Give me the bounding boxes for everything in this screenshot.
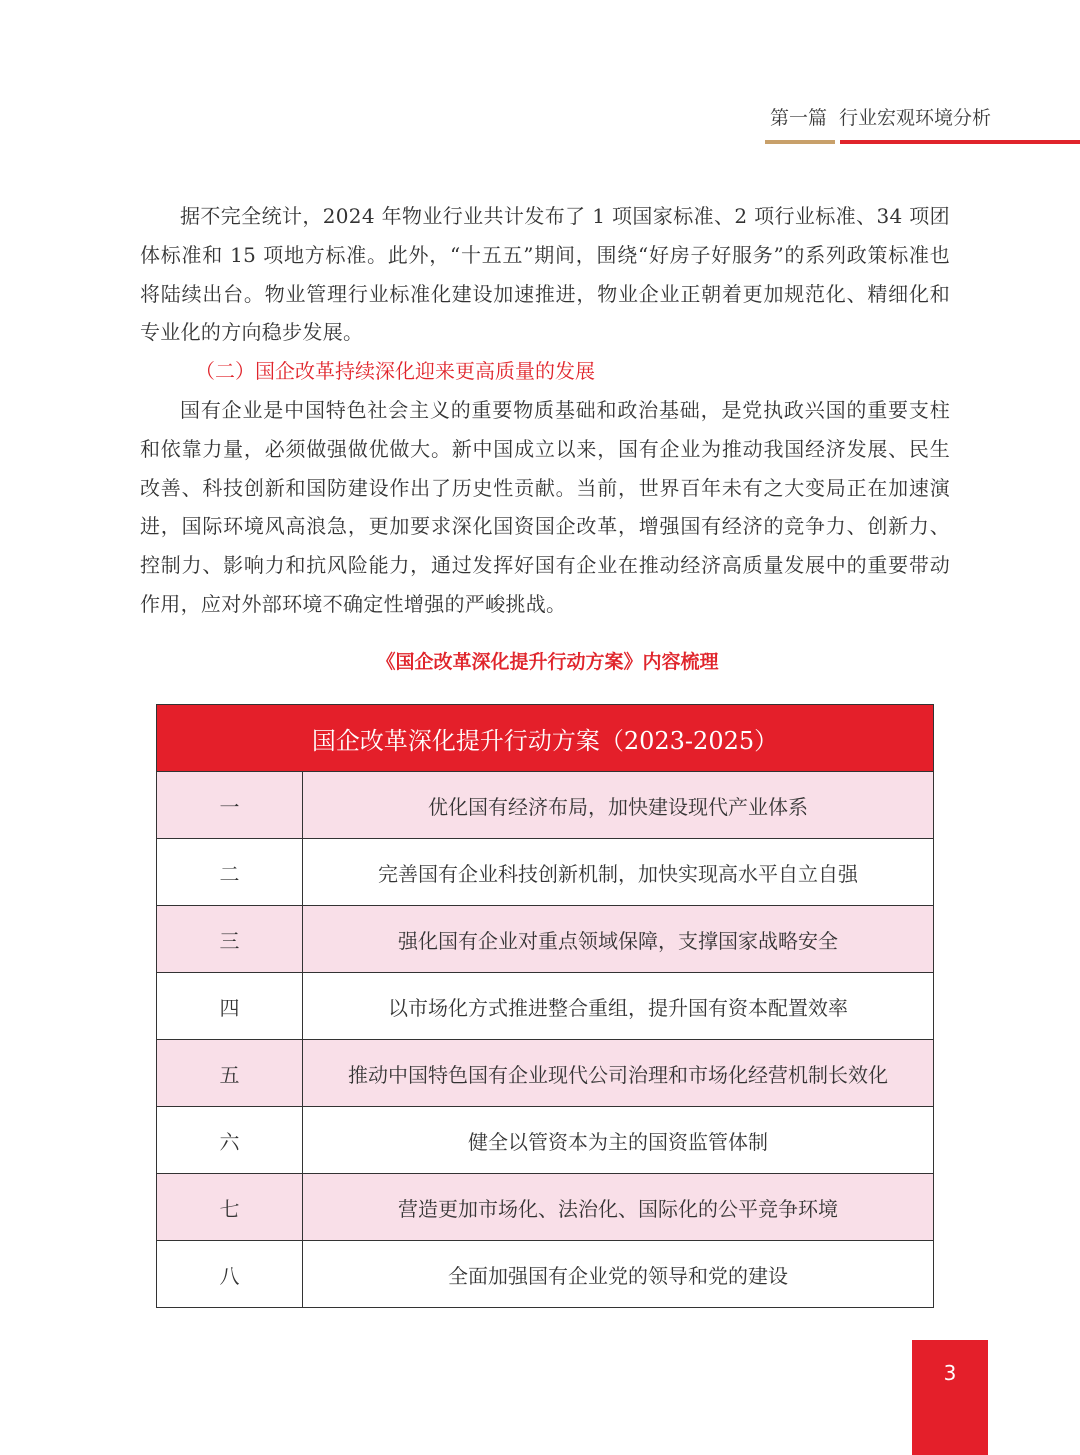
section-part-label: 第一篇 <box>770 107 828 129</box>
page-number: 3 <box>912 1340 988 1455</box>
row-number: 四 <box>157 973 303 1040</box>
table-row <box>157 1174 934 1241</box>
header-rule-red <box>840 140 1080 144</box>
paragraph-standards: 据不完全统计，2024 年物业行业共计发布了 1 项国家标准、2 项行业标准、34 项团体标准和 15 项地方标准。此外，“十五五”期间，围绕“好房子好服务”的系列政策标准也将陆续出台。物业管理行业标准化建设加速推进，物业企业正朝着更加规范化、精细化和专业化的方向稳步发展。 <box>140 204 950 345</box>
table-row <box>157 1040 934 1107</box>
row-number: 一 <box>157 772 303 839</box>
row-number: 八 <box>157 1241 303 1308</box>
table-row <box>157 1107 934 1174</box>
row-text: 以市场化方式推进整合重组，提升国有资本配置效率 <box>303 973 934 1040</box>
table-row <box>157 839 934 906</box>
row-number: 二 <box>157 839 303 906</box>
row-text: 推动中国特色国有企业现代公司治理和市场化经营机制长效化 <box>303 1040 934 1107</box>
table-row <box>157 772 934 839</box>
table-row <box>157 1241 934 1308</box>
row-number: 七 <box>157 1174 303 1241</box>
row-text: 强化国有企业对重点领域保障，支撑国家战略安全 <box>303 906 934 973</box>
row-number: 六 <box>157 1107 303 1174</box>
section-heading: （二）国企改革持续深化迎来更高质量的发展 <box>195 359 595 384</box>
body-text <box>140 197 950 624</box>
table-row <box>157 906 934 973</box>
table-row <box>157 973 934 1040</box>
header-rule-gold <box>765 140 835 144</box>
paragraph-soe-reform: 国有企业是中国特色社会主义的重要物质基础和政治基础，是党执政兴国的重要支柱和依靠力量，必须做强做优做大。新中国成立以来，国有企业为推动我国经济发展、民生改善、科技创新和国防建设作出了历史性贡献。当前，世界百年未有之大变局正在加速演进，国际环境风高浪急，更加要求深化国资国企改革，增强国有经济的竞争力、创新力、控制力、影响力和抗风险能力，通过发挥好国有企业在推动经济高质量发展中的重要带动作用，应对外部环境不确定性增强的严峻挑战。 <box>140 397 950 616</box>
row-text: 优化国有经济布局，加快建设现代产业体系 <box>303 772 934 839</box>
section-title: 行业宏观环境分析 <box>839 107 992 129</box>
table-title: 国企改革深化提升行动方案（2023-2025） <box>157 705 934 772</box>
row-text: 全面加强国有企业党的领导和党的建设 <box>303 1241 934 1308</box>
row-text: 健全以管资本为主的国资监管体制 <box>303 1107 934 1174</box>
section-header <box>770 103 991 130</box>
table-header-row <box>157 705 934 772</box>
row-text: 完善国有企业科技创新机制，加快实现高水平自立自强 <box>303 839 934 906</box>
row-text: 营造更加市场化、法治化、国际化的公平竞争环境 <box>303 1174 934 1241</box>
row-number: 三 <box>157 906 303 973</box>
reform-plan-table <box>156 704 934 1308</box>
row-number: 五 <box>157 1040 303 1107</box>
table-caption: 《国企改革深化提升行动方案》内容梳理 <box>376 651 719 673</box>
